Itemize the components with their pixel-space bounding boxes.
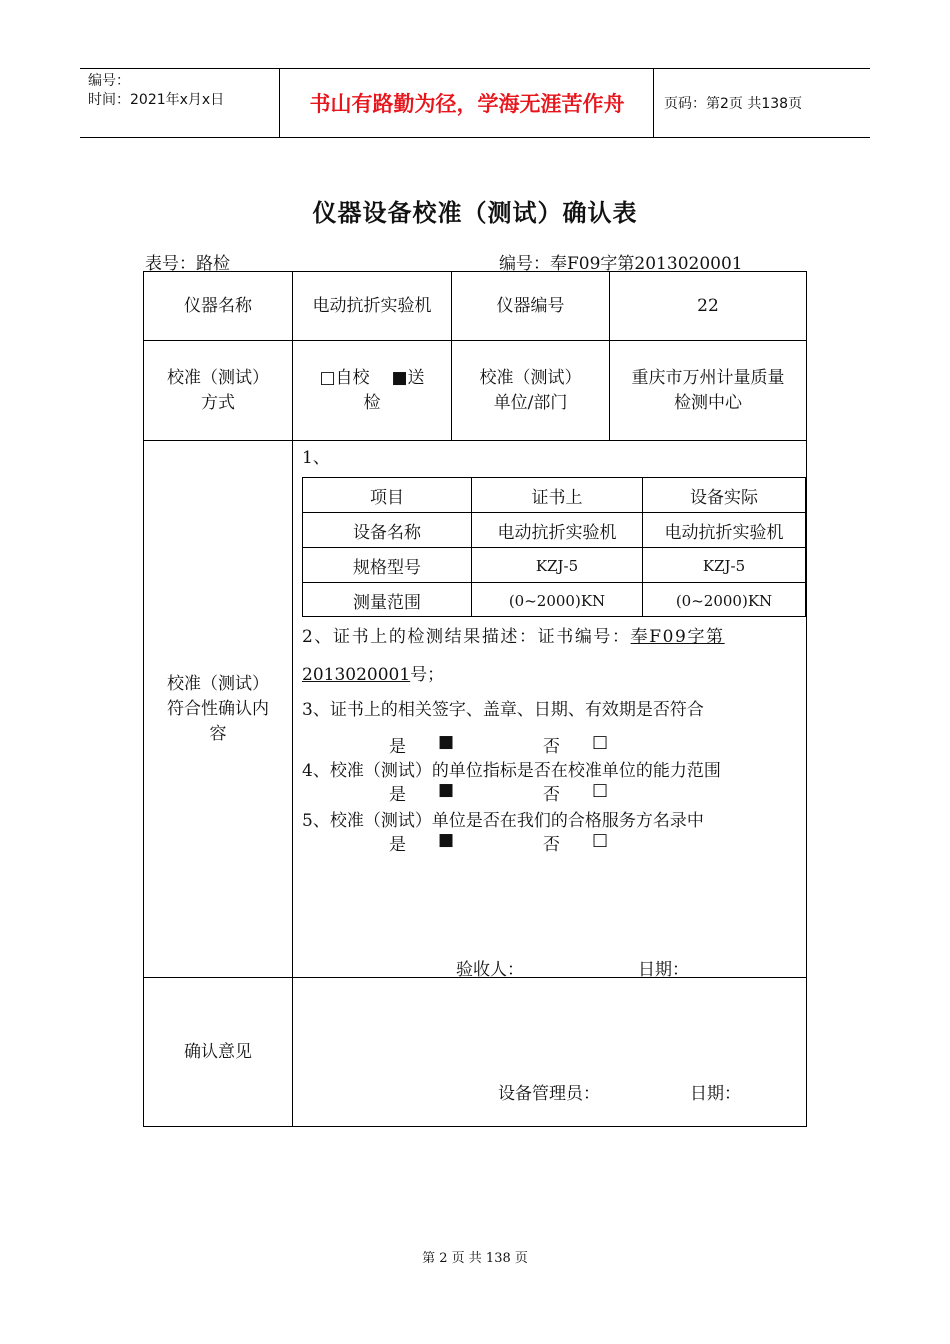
- table-cell: 电动抗折实验机: [497, 523, 617, 543]
- comparison-table: [302, 477, 806, 617]
- table-header: 设备实际: [690, 488, 758, 508]
- item-3-yes-checkbox[interactable]: ■: [438, 732, 455, 752]
- table-cell: (0~2000)KN: [508, 591, 606, 610]
- item-2-line-2: 2013020001号；: [302, 665, 445, 685]
- certificate-number-cont: 2013020001: [302, 665, 411, 685]
- table-number: 表号：路检: [145, 254, 230, 274]
- table-cell: 设备名称: [353, 523, 421, 543]
- send-inspection-checkbox[interactable]: ■送: [391, 367, 425, 388]
- manager-date-label: 日期：: [690, 1084, 741, 1104]
- instrument-name-label: 仪器名称: [184, 295, 252, 316]
- item-5-yes-label: 是: [389, 835, 406, 855]
- header-motto: 书山有路勤为径，学海无涯苦作舟: [281, 69, 654, 137]
- receiver-label: 验收人：: [456, 960, 524, 980]
- item-4-no-checkbox[interactable]: □: [592, 780, 609, 800]
- item-3-no-label: 否: [543, 737, 560, 757]
- certificate-number: 奉F09字第: [630, 627, 725, 647]
- header-number-label: 编号：: [88, 73, 130, 89]
- instrument-number-label: 仪器编号: [496, 295, 565, 316]
- table-cell: 测量范围: [353, 593, 421, 613]
- page-header: [80, 68, 870, 138]
- item-1-number: 1、: [302, 448, 330, 468]
- document-title: 仪器设备校准（测试）确认表: [312, 199, 638, 227]
- calibration-mode-options: □自校 ■送 检: [319, 367, 425, 413]
- table-header: 项目: [370, 488, 404, 508]
- item-3-yes-label: 是: [389, 737, 406, 757]
- header-page-info: 页码：第2页 共138页: [664, 96, 803, 112]
- item-4-text: 4、校准（测试）的单位指标是否在校准单位的能力范围: [302, 761, 721, 781]
- item-4-yes-label: 是: [389, 785, 406, 805]
- self-calibration-checkbox[interactable]: □自校: [319, 367, 370, 388]
- receiver-date-label: 日期：: [638, 960, 689, 980]
- document-number: 编号：奉F09字第2013020001: [499, 254, 743, 274]
- table-cell: (0~2000)KN: [675, 591, 773, 610]
- item-4-yes-checkbox[interactable]: ■: [438, 780, 455, 800]
- item-5-no-label: 否: [543, 835, 560, 855]
- equipment-manager-label: 设备管理员：: [498, 1084, 600, 1104]
- item-3-text: 3、证书上的相关签字、盖章、日期、有效期是否符合: [302, 700, 704, 720]
- table-header: 证书上: [531, 488, 583, 508]
- calibration-unit-value: 重庆市万州计量质量 检测中心: [631, 367, 785, 413]
- confirmation-opinion-label: 确认意见: [184, 1041, 252, 1062]
- page-footer: 第 2 页 共 138 页: [422, 1251, 528, 1266]
- calibration-unit-label: 校准（测试） 单位/部门: [479, 367, 582, 413]
- instrument-number-value: 22: [697, 295, 719, 316]
- table-cell: 电动抗折实验机: [664, 523, 784, 543]
- instrument-name-value: 电动抗折实验机: [312, 295, 432, 316]
- item-5-yes-checkbox[interactable]: ■: [438, 830, 455, 850]
- item-5-text: 5、校准（测试）单位是否在我们的合格服务方名录中: [302, 811, 704, 831]
- calibration-mode-label: 校准（测试） 方式: [167, 367, 269, 413]
- item-3-no-checkbox[interactable]: □: [592, 732, 609, 752]
- table-cell: KZJ-5: [535, 556, 579, 575]
- conformity-label: 校准（测试） 符合性确认内 容: [167, 673, 269, 744]
- header-time: 时间：2021年x月x日: [88, 92, 225, 108]
- table-cell: 规格型号: [353, 558, 421, 578]
- table-cell: KZJ-5: [702, 556, 746, 575]
- item-5-no-checkbox[interactable]: □: [592, 830, 609, 850]
- item-2-line-1: 2、证书上的检测结果描述：证书编号：奉F09字第: [302, 627, 725, 647]
- item-4-no-label: 否: [543, 785, 560, 805]
- confirmation-form: [143, 271, 807, 1127]
- header-meta: [80, 69, 280, 137]
